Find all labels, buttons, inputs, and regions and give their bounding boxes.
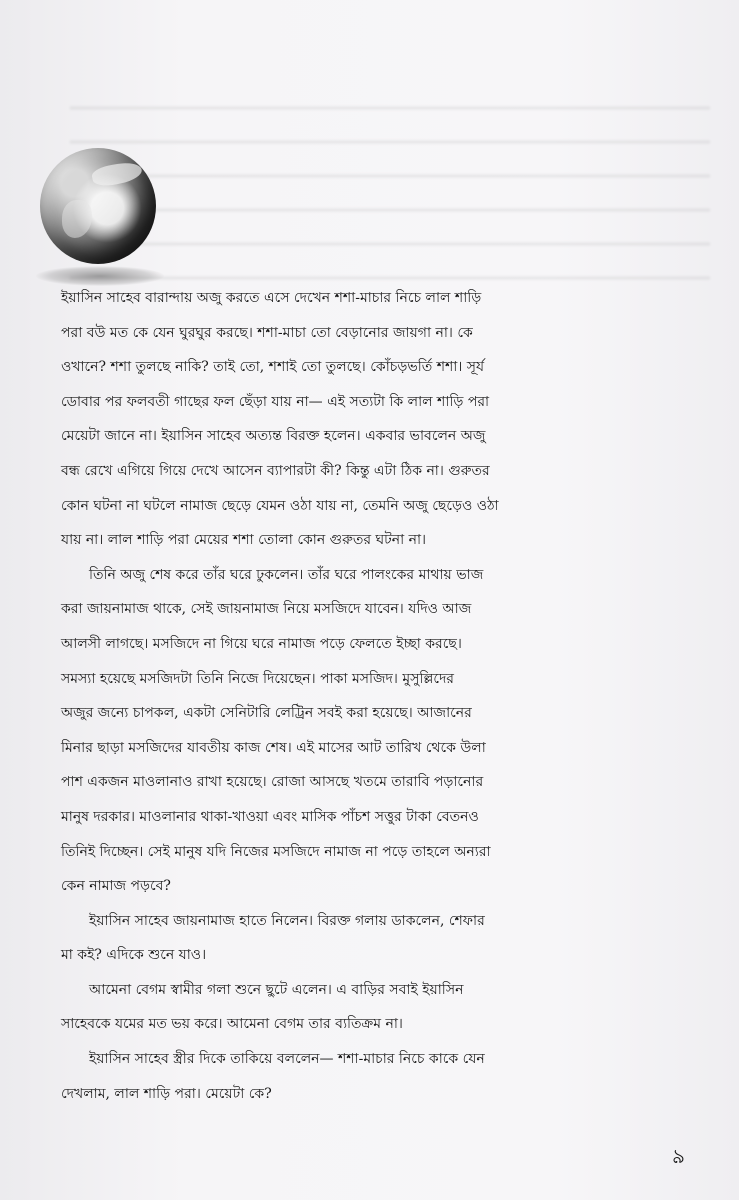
globe-icon bbox=[40, 148, 156, 264]
text-line: ইয়াসিন সাহেব স্ত্রীর দিকে তাকিয়ে বললেন— শশা-মাচার নিচে কাকে যেন bbox=[89, 1051, 485, 1068]
text-line: পরা বউ মত কে যেন ঘুরঘুর করছে। শশা-মাচা তো বেড়ানোর জায়গা না। কে bbox=[61, 324, 473, 341]
text-line: তিনিই দিচ্ছেন। সেই মানুষ যদি নিজের মসজিদে নামাজ না পড়ে তাহলে অন্যরা bbox=[61, 843, 491, 860]
text-line: অজুর জন্যে চাপকল, একটা সেনিটারি লেট্রিন সবই করা হয়েছে। আজানের bbox=[61, 705, 472, 722]
text-line: মানুষ দরকার। মাওলানার থাকা-খাওয়া এবং মাসিক পাঁচশ সত্তুর টাকা বেতনও bbox=[61, 808, 479, 825]
text-line: সমস্যা হয়েছে মসজিদটা তিনি নিজে দিয়েছেন। পাকা মসজিদ। মুসুল্লিদের bbox=[61, 670, 455, 687]
text-line: আমেনা বেগম স্বামীর গলা শুনে ছুটে এলেন। এ বাড়ির সবাই ইয়াসিন bbox=[89, 981, 464, 998]
text-line: পাশ একজন মাওলানাও রাখা হয়েছে। রোজা আসছে খতমে তারাবি পড়ানোর bbox=[61, 774, 484, 791]
text-line: বন্ধ রেখে এগিয়ে গিয়ে দেখে আসেন ব্যাপারটা কী? কিন্তু এটা ঠিক না। গুরুতর bbox=[61, 462, 490, 479]
text-line: আলসী লাগছে। মসজিদে না গিয়ে ঘরে নামাজ পড়ে ফেলতে ইচ্ছা করছে। bbox=[61, 635, 462, 652]
text-line: মেয়েটা জানে না। ইয়াসিন সাহেব অত্যন্ত বিরক্ত হলেন। একবার ভাবলেন অজু bbox=[61, 428, 486, 445]
text-line: দেখলাম, লাল শাড়ি পরা। মেয়েটা কে? bbox=[61, 1085, 272, 1102]
text-line: মিনার ছাড়া মসজিদের যাবতীয় কাজ শেষ। এই মাসের আট তারিখ থেকে উলা bbox=[61, 739, 486, 756]
body-text bbox=[61, 281, 721, 1111]
text-line: করা জায়নামাজ থাকে, সেই জায়নামাজ নিয়ে মসজিদে যাবেন। যদিও আজ bbox=[61, 601, 472, 618]
globe-illustration bbox=[36, 148, 166, 288]
page-number: ৯ bbox=[672, 1144, 685, 1168]
text-line: ইয়াসিন সাহেব বারান্দায় অজু করতে এসে দেখেন শশা-মাচার নিচে লাল শাড়ি bbox=[61, 290, 482, 306]
text-line: যায় না। লাল শাড়ি পরা মেয়ের শশা তোলা কোন গুরুতর ঘটনা না। bbox=[61, 532, 427, 549]
bleed-through-text bbox=[70, 80, 710, 290]
text-line: কেন নামাজ পড়বে? bbox=[61, 878, 171, 895]
text-line: ডোবার পর ফলবতী গাছের ফল ছেঁড়া যায় না— এই সত্যটা কি লাল শাড়ি পরা bbox=[61, 393, 490, 410]
text-line: তিনি অজু শেষ করে তাঁর ঘরে ঢুকলেন। তাঁর ঘরে পালংকের মাথায় ভাজ bbox=[89, 566, 484, 583]
text-line: কোন ঘটনা না ঘটলে নামাজ ছেড়ে যেমন ওঠা যায় না, তেমনি অজু ছেড়েও ওঠা bbox=[61, 497, 499, 514]
text-line: সাহেবকে যমের মত ভয় করে। আমেনা বেগম তার ব্যতিক্রম না। bbox=[61, 1016, 403, 1033]
text-line: ওখানে? শশা তুলছে নাকি? তাই তো, শশাই তো তুলছে। কোঁচড়ভর্তি শশা। সূর্য bbox=[61, 359, 485, 376]
text-line: ইয়াসিন সাহেব জায়নামাজ হাতে নিলেন। বিরক্ত গলায় ডাকলেন, শেফার bbox=[89, 912, 485, 929]
text-line: মা কই? এদিকে শুনে যাও। bbox=[61, 947, 207, 964]
